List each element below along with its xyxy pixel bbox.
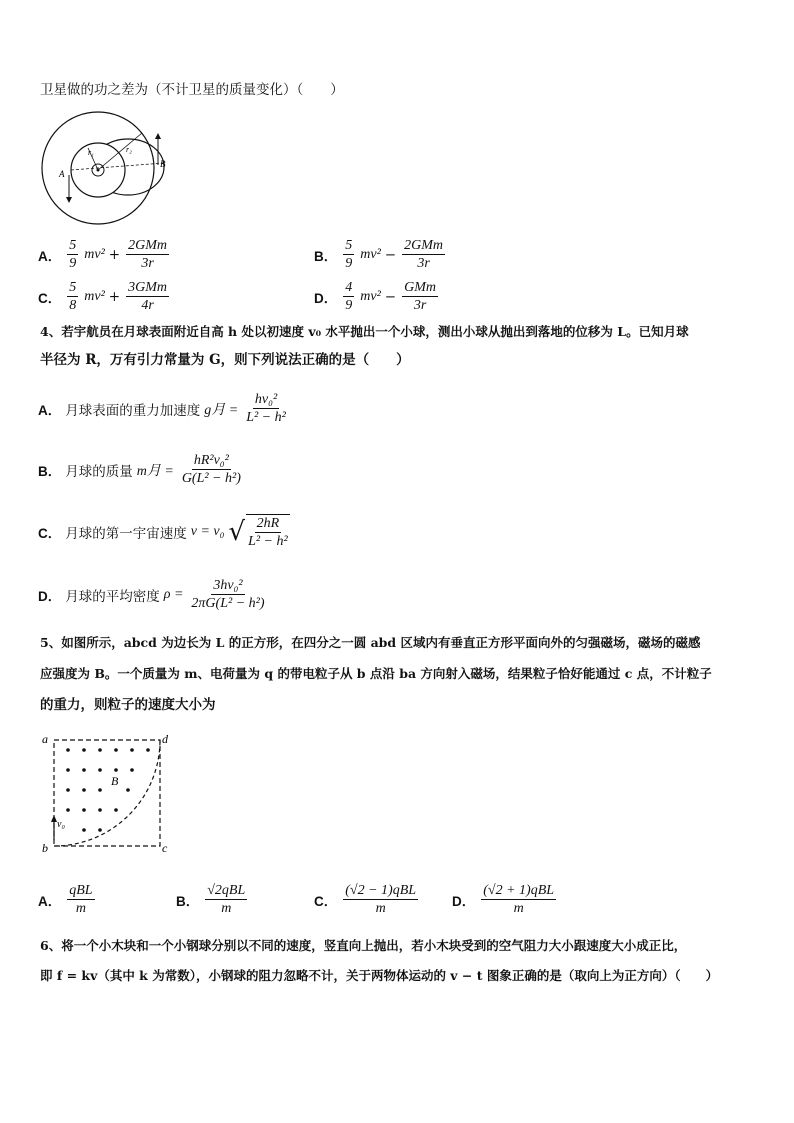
- field-dots: [66, 748, 150, 832]
- corner-a-label: a: [42, 732, 48, 746]
- question-5-line-2: 应强度为 B。一个质量为 m、电荷量为 q 的带电粒子从 b 点沿 ba 方向射入磁场，结果粒子恰好能通过 c 点，不计粒子: [40, 666, 712, 681]
- q4-option-D[interactable]: D． 月球的平均密度 ρ = $\frac{\text{3hv₀²}}{\text{2πG(L² − h²)}}$: [38, 578, 265, 611]
- q5-option-B[interactable]: B． $\frac{\text{√2qBL}}{m}$: [176, 883, 246, 916]
- question-4-line-1: 4、若宇航员在月球表面附近自高 h 处以初速度 v₀ 水平抛出一个小球，测出小球从抛出到落地的位移为 L。已知月球: [40, 324, 689, 339]
- q5-option-A[interactable]: A． $\frac{\text{qBL}}{m}$: [38, 883, 93, 916]
- point-A-label: A: [59, 169, 65, 179]
- q3-option-A[interactable]: A． $\frac{5}{9}$ mv² + $\frac{\text{2GMm}}{3r}$: [38, 238, 167, 271]
- q4-option-B[interactable]: B． 月球的质量 m月 = $\frac{\text{hR²v₀²}}{\text{G(L² − h²)}}$: [38, 453, 241, 486]
- orbit-diagram: [38, 105, 168, 230]
- question-3-tail: 卫星做的功之差为（不计卫星的质量变化）（ ）: [40, 82, 344, 98]
- question-5-line-3: 的重力，则粒子的速度大小为: [40, 697, 216, 713]
- v0-label: v₀: [57, 819, 65, 830]
- field-B-label: B: [111, 774, 119, 788]
- point-B-label: B: [160, 159, 166, 169]
- question-6-line-1: 6、将一个小木块和一个小钢球分别以不同的速度，竖直向上抛出，若小木块受到的空气阻力大小跟速度大小成正比，: [40, 938, 687, 953]
- question-4-line-2: 半径为 R，万有引力常量为 G，则下列说法正确的是（ ）: [40, 352, 410, 368]
- q4-option-A[interactable]: A． 月球表面的重力加速度 g月 = $\frac{\text{hv₀²}}{\text{L² − h²}}$: [38, 392, 286, 425]
- r1-label: r₁: [88, 148, 94, 157]
- q5-option-D[interactable]: D． $\frac{\text{(√2 + 1)qBL}}{m}$: [452, 883, 555, 916]
- corner-c-label: c: [162, 841, 168, 855]
- corner-d-label: d: [162, 732, 168, 746]
- question-6-line-2: 即 f = kv（其中 k 为常数），小钢球的阻力忽略不计，关于两物体运动的 v − t 图象正确的是（取向上为正方向）（ ）: [40, 968, 719, 983]
- q3-option-D[interactable]: D． $\frac{4}{9}$ mv² − $\frac{\text{GMm}}{3r}$: [314, 280, 436, 313]
- q4-option-C[interactable]: C． 月球的第一宇宙速度 v = v₀ √ $\frac{2hR}{\text{L² − h²}}$: [38, 516, 288, 549]
- magnetic-field-diagram: [38, 728, 178, 858]
- square-abcd: [54, 740, 160, 846]
- q3-option-B[interactable]: B． $\frac{5}{9}$ mv² − $\frac{\text{2GMm}}{3r}$: [314, 238, 443, 271]
- quarter-arc: [54, 740, 160, 846]
- q5-option-C[interactable]: C． $\frac{\text{(√2 − 1)qBL}}{m}$: [314, 883, 417, 916]
- q3-option-C[interactable]: C． $\frac{5}{8}$ mv² + $\frac{\text{3GMm}}{4r}$: [38, 280, 167, 313]
- corner-b-label: b: [42, 841, 48, 855]
- r2-label: r₂: [126, 145, 132, 154]
- question-5-line-1: 5、如图所示，abcd 为边长为 L 的正方形，在四分之一圆 abd 区域内有垂直正方形平面向外的匀强磁场，磁场的磁感: [40, 635, 701, 650]
